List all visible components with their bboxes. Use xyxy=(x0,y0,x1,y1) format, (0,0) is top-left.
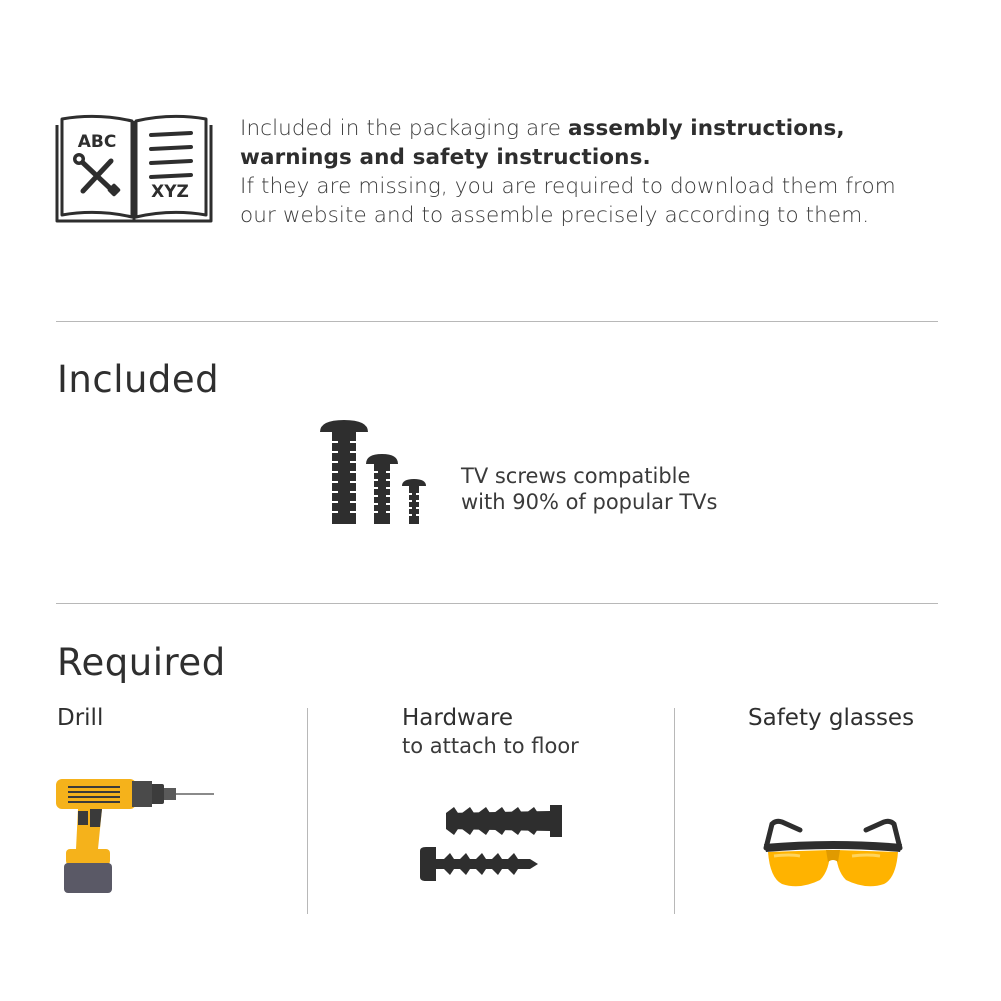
hardware-title: Hardware xyxy=(402,705,514,731)
screws-icon xyxy=(318,418,430,528)
divider-middle xyxy=(56,603,938,604)
book-xyz-text: XYZ xyxy=(151,182,189,202)
required-title: Required xyxy=(57,641,226,684)
intro-text-before: Included in the packaging are xyxy=(240,116,569,141)
included-item-line2: with 90% of popular TVs xyxy=(461,490,718,514)
drill-icon xyxy=(54,775,216,897)
safety-glasses-icon xyxy=(760,818,906,892)
column-separator-1 xyxy=(307,708,308,914)
intro-bold-line1: assembly instructions, xyxy=(568,116,845,141)
intro-text xyxy=(240,114,900,230)
intro-line3: If they are missing, you are required to download them from xyxy=(240,174,896,199)
drill-title: Drill xyxy=(57,705,104,731)
instruction-book-icon xyxy=(55,113,213,225)
column-separator-2 xyxy=(674,708,675,914)
divider-top xyxy=(56,321,938,322)
included-item-line1: TV screws compatible xyxy=(461,464,691,488)
included-title: Included xyxy=(57,358,220,401)
included-item-text xyxy=(461,463,717,515)
hardware-subtitle: to attach to floor xyxy=(402,734,579,758)
wall-anchor-icon xyxy=(418,803,564,885)
book-abc-text: ABC xyxy=(77,132,117,152)
safety-glasses-title: Safety glasses xyxy=(748,705,915,731)
intro-line4: our website and to assemble precisely according to them. xyxy=(240,203,870,228)
intro-bold-line2: warnings and safety instructions. xyxy=(240,145,651,170)
